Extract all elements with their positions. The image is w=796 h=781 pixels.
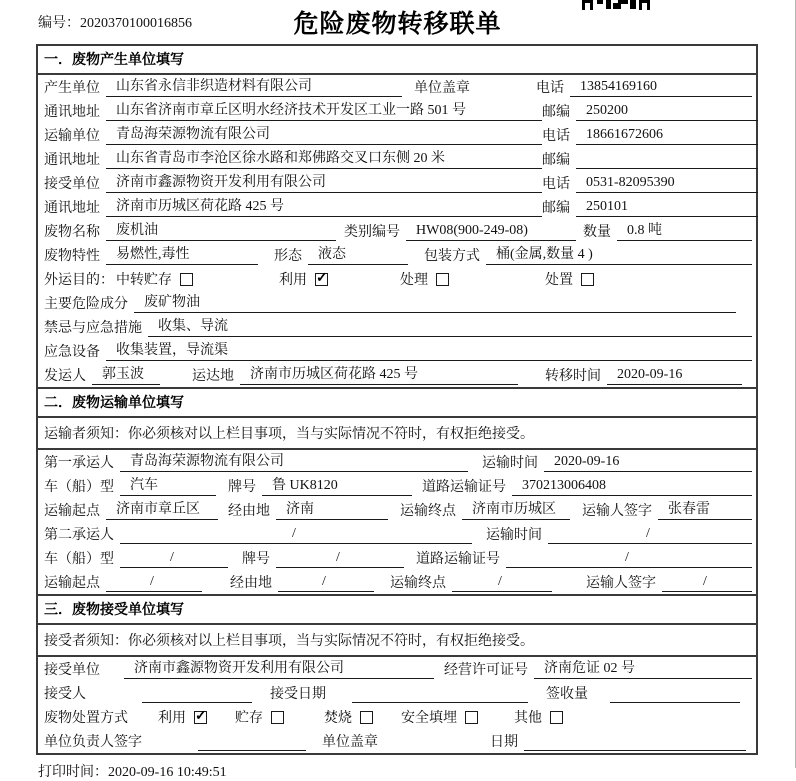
form-row xyxy=(38,546,756,570)
phone2-value: 18661672606 xyxy=(576,125,758,145)
purpose-option-label: 处理 xyxy=(400,273,428,288)
waste-name-label: 废物名称 xyxy=(44,225,100,240)
print-time xyxy=(38,761,795,781)
accept-unit-label: 接受单位 xyxy=(44,663,100,678)
document-number-label: 编号： xyxy=(38,16,80,31)
disposal-option-label: 安全填埋 xyxy=(401,711,457,726)
section3-header: 三．废物接受单位填写 xyxy=(38,594,756,625)
addr2-label: 通讯地址 xyxy=(44,153,100,168)
zip1-label: 邮编 xyxy=(542,105,570,120)
vehicle1-label: 车（船）型 xyxy=(44,480,114,495)
date-value xyxy=(524,731,746,751)
dest-value: 济南市历城区荷花路 425 号 xyxy=(240,365,518,385)
producer-label: 产生单位 xyxy=(44,81,100,96)
category-value: HW08(900-249-08) xyxy=(406,221,576,241)
form-row xyxy=(38,681,756,705)
form-row xyxy=(38,99,756,123)
phone2-label: 电话 xyxy=(542,129,570,144)
packing-value: 桶(金属,数量 4 ) xyxy=(486,245,752,265)
character-label: 废物特性 xyxy=(44,249,100,264)
carrier1-value: 青岛海荣源物流有限公司 xyxy=(120,452,468,472)
via1-label: 经由地 xyxy=(228,504,270,519)
sign1-value: 张春雷 xyxy=(658,500,752,520)
section1-header: 一．废物产生单位填写 xyxy=(38,46,756,75)
unit-seal-label: 单位盖章 xyxy=(414,81,470,96)
checkbox-utilize xyxy=(315,273,328,286)
checkbox-utilize xyxy=(194,711,207,724)
end2-value: / xyxy=(452,572,552,592)
accept-date-value xyxy=(352,683,528,703)
form-row xyxy=(38,315,756,339)
carrier2-label: 第二承运人 xyxy=(44,528,114,543)
end1-value: 济南市历城区 xyxy=(462,500,570,520)
origin2-value: / xyxy=(106,572,202,592)
accept-date-label: 接受日期 xyxy=(270,687,326,702)
road-cert2-label: 道路运输证号 xyxy=(416,552,500,567)
plate2-value: / xyxy=(276,548,404,568)
qty-label: 数量 xyxy=(583,225,611,240)
end1-label: 运输终点 xyxy=(400,504,456,519)
end2-label: 运输终点 xyxy=(390,576,446,591)
form-state-label: 形态 xyxy=(274,249,302,264)
form-row xyxy=(38,474,756,498)
checkbox-incinerate xyxy=(360,711,373,724)
receiver-value: 济南市鑫源物资开发利用有限公司 xyxy=(106,173,542,193)
addr1-label: 通讯地址 xyxy=(44,105,100,120)
time1-value: 2020-09-16 xyxy=(544,452,752,472)
form-row xyxy=(38,498,756,522)
zip3-label: 邮编 xyxy=(542,201,570,216)
notice-label: 运输者须知： xyxy=(44,427,128,442)
section2-header: 二．废物运输单位填写 xyxy=(38,387,756,418)
manifest-form xyxy=(36,44,758,755)
main-hazard-label: 主要危险成分 xyxy=(44,297,128,312)
via2-label: 经由地 xyxy=(230,576,272,591)
transporter-label: 运输单位 xyxy=(44,129,100,144)
unit-seal-label: 单位盖章 xyxy=(322,735,378,750)
sign-qty-label: 签收量 xyxy=(546,687,588,702)
form-row xyxy=(38,267,756,291)
form-state-value: 液态 xyxy=(308,245,408,265)
page-title: 危险废物转移联单 xyxy=(293,10,502,38)
zip2-value xyxy=(576,149,758,169)
character-value: 易燃性,毒性 xyxy=(106,245,258,265)
form-row xyxy=(38,219,756,243)
document-number-value: 2020370100016856 xyxy=(80,16,192,31)
equip-label: 应急设备 xyxy=(44,345,100,360)
purpose-label: 外运目的： xyxy=(44,273,114,288)
time1-label: 运输时间 xyxy=(482,456,538,471)
road-cert1-value: 370213006408 xyxy=(512,476,752,496)
plate1-value: 鲁 UK8120 xyxy=(262,476,412,496)
print-time-label: 打印时间： xyxy=(38,765,108,780)
disposal-option xyxy=(324,707,373,727)
checkbox-landfill xyxy=(465,711,478,724)
purpose-option-label: 中转贮存 xyxy=(116,273,172,288)
dest-label: 运达地 xyxy=(192,369,234,384)
taboo-value: 收集、导流 xyxy=(148,317,752,337)
purpose-option xyxy=(116,269,193,289)
disposal-option-label: 利用 xyxy=(158,711,186,726)
zip2-label: 邮编 xyxy=(542,153,570,168)
waste-name-value: 废机油 xyxy=(106,221,336,241)
phone3-label: 电话 xyxy=(542,177,570,192)
form-row xyxy=(38,243,756,267)
document-header xyxy=(0,0,795,44)
qr-code-icon xyxy=(582,0,650,11)
disposal-option xyxy=(401,707,478,727)
addr1-value: 山东省济南市章丘区明水经济技术开发区工业一路 501 号 xyxy=(106,101,542,121)
sign2-label: 运输人签字 xyxy=(586,576,656,591)
form-row xyxy=(38,195,756,219)
purpose-option xyxy=(400,269,449,289)
sign2-value: / xyxy=(662,572,752,592)
purpose-option-label: 利用 xyxy=(279,273,307,288)
origin1-value: 济南市章丘区 xyxy=(106,500,218,520)
form-row xyxy=(38,75,756,99)
addr2-value: 山东省青岛市李沧区徐水路和郑佛路交叉口东侧 20 米 xyxy=(106,149,542,169)
category-label: 类别编号 xyxy=(344,225,400,240)
zip3-value: 250101 xyxy=(576,197,758,217)
receiver-label: 接受单位 xyxy=(44,177,100,192)
vehicle2-value: / xyxy=(120,548,228,568)
vehicle2-label: 车（船）型 xyxy=(44,552,114,567)
form-row xyxy=(38,570,756,594)
notice-text: 你必须核对以上栏目事项，当与实际情况不符时，有权拒绝接受。 xyxy=(128,634,534,649)
taboo-label: 禁忌与应急措施 xyxy=(44,321,142,336)
purpose-option xyxy=(545,269,594,289)
zip1-value: 250200 xyxy=(576,101,758,121)
disposal-option-label: 贮存 xyxy=(235,711,263,726)
form-row xyxy=(38,147,756,171)
qty-value: 0.8 吨 xyxy=(617,221,752,241)
shipper-label: 发运人 xyxy=(44,369,86,384)
disposal-option xyxy=(158,707,207,727)
disposal-option-label: 其他 xyxy=(514,711,542,726)
phone1-value: 13854169160 xyxy=(570,77,752,97)
head-sign-value xyxy=(198,731,306,751)
producer-value: 山东省永信非织造材料有限公司 xyxy=(106,77,402,97)
receiver-notice xyxy=(38,625,756,657)
head-sign-label: 单位负责人签字 xyxy=(44,735,142,750)
form-row xyxy=(38,657,756,681)
purpose-option-label: 处置 xyxy=(545,273,573,288)
origin2-label: 运输起点 xyxy=(44,576,100,591)
via2-value: / xyxy=(278,572,374,592)
checkbox-other xyxy=(550,711,563,724)
shipper-value: 郭玉波 xyxy=(92,365,160,385)
disposal-option xyxy=(235,707,284,727)
license-value: 济南危证 02 号 xyxy=(534,659,752,679)
sign-qty-value xyxy=(610,683,740,703)
plate1-label: 牌号 xyxy=(228,480,256,495)
notice-text: 你必须核对以上栏目事项，当与实际情况不符时，有权拒绝接受。 xyxy=(128,427,534,442)
road-cert2-value: / xyxy=(506,548,752,568)
form-row xyxy=(38,729,756,753)
accept-unit-value: 济南市鑫源物资开发利用有限公司 xyxy=(124,659,434,679)
transporter-value: 青岛海荣源物流有限公司 xyxy=(106,125,542,145)
form-row xyxy=(38,339,756,363)
purpose-option xyxy=(279,269,328,289)
form-row xyxy=(38,522,756,546)
phone3-value: 0531-82095390 xyxy=(576,173,758,193)
form-row xyxy=(38,291,756,315)
addr3-label: 通讯地址 xyxy=(44,201,100,216)
disposal-label: 废物处置方式 xyxy=(44,711,128,726)
form-row xyxy=(38,363,756,387)
acceptor-value xyxy=(142,683,252,703)
addr3-value: 济南市历城区荷花路 425 号 xyxy=(106,197,542,217)
plate2-label: 牌号 xyxy=(242,552,270,567)
equip-value: 收集装置，导流渠 xyxy=(106,341,752,361)
vehicle1-value: 汽车 xyxy=(120,476,216,496)
transporter-notice xyxy=(38,418,756,450)
time2-value: / xyxy=(548,524,752,544)
transfer-time-value: 2020-09-16 xyxy=(607,365,742,385)
checkbox-dispose xyxy=(581,273,594,286)
disposal-option xyxy=(514,707,563,727)
form-row xyxy=(38,705,756,729)
license-label: 经营许可证号 xyxy=(444,663,528,678)
transfer-time-label: 转移时间 xyxy=(545,369,601,384)
packing-label: 包装方式 xyxy=(424,249,480,264)
print-time-value: 2020-09-16 10:49:51 xyxy=(108,765,227,780)
checkbox-transfer-storage xyxy=(180,273,193,286)
origin1-label: 运输起点 xyxy=(44,504,100,519)
main-hazard-value: 废矿物油 xyxy=(134,293,736,313)
time2-label: 运输时间 xyxy=(486,528,542,543)
checkbox-store xyxy=(271,711,284,724)
form-row xyxy=(38,450,756,474)
carrier1-label: 第一承运人 xyxy=(44,456,114,471)
checkbox-treat xyxy=(436,273,449,286)
road-cert1-label: 道路运输证号 xyxy=(422,480,506,495)
phone1-label: 电话 xyxy=(536,81,564,96)
sign1-label: 运输人签字 xyxy=(582,504,652,519)
disposal-option-label: 焚烧 xyxy=(324,711,352,726)
form-row xyxy=(38,123,756,147)
via1-value: 济南 xyxy=(276,500,388,520)
carrier2-value: / xyxy=(120,524,472,544)
date-label: 日期 xyxy=(490,735,518,750)
notice-label: 接受者须知： xyxy=(44,634,128,649)
acceptor-label: 接受人 xyxy=(44,687,86,702)
form-row xyxy=(38,171,756,195)
